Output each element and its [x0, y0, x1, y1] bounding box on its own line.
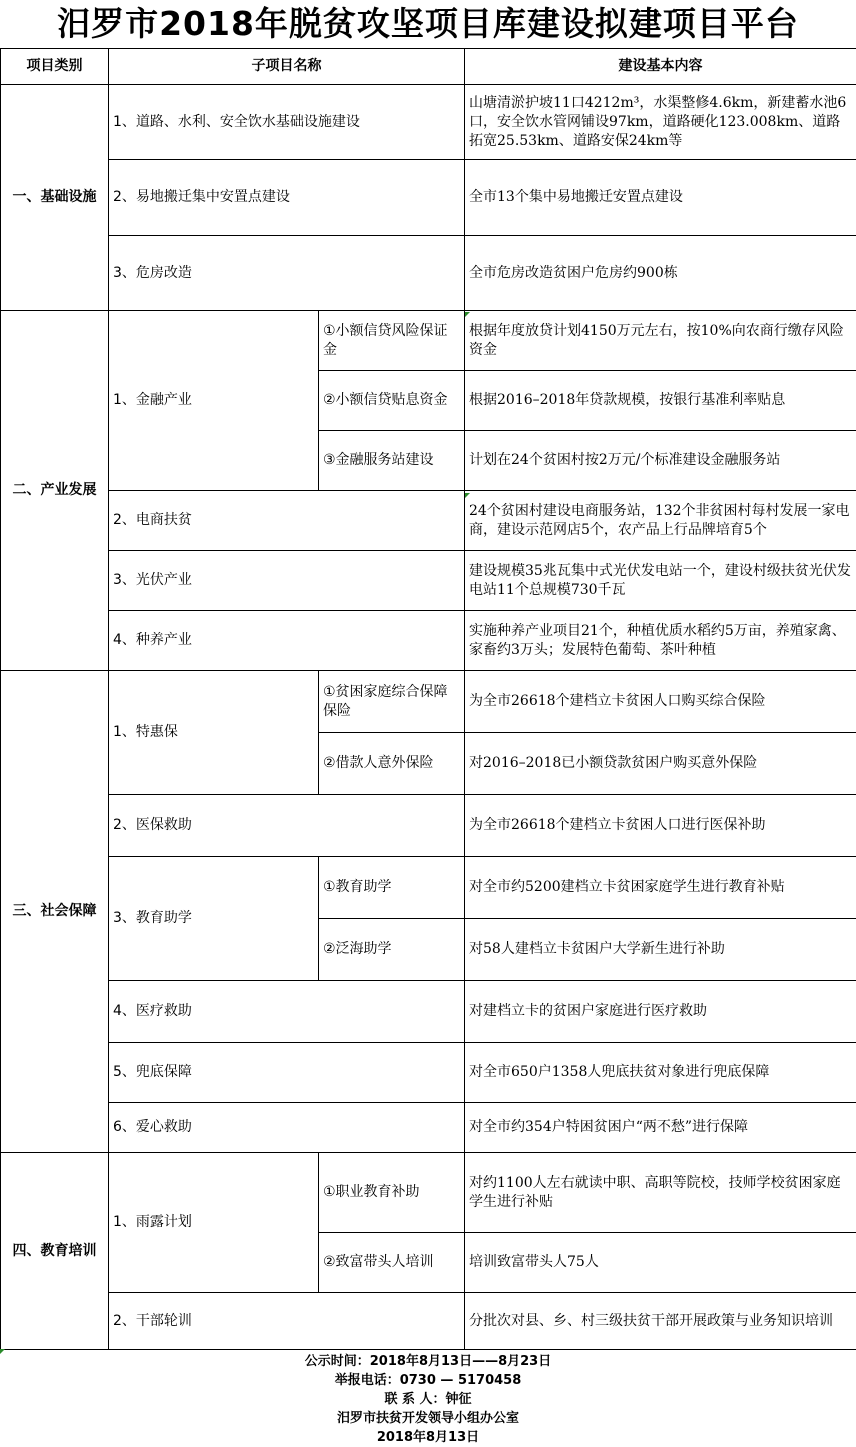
table-row	[1, 795, 856, 857]
project-name: 3、危房改造	[109, 236, 465, 311]
sub-project-name: ②泛海助学	[319, 919, 465, 981]
project-name: 2、干部轮训	[109, 1293, 465, 1350]
category-industry: 二、产业发展	[1, 311, 109, 671]
table-row	[1, 1043, 856, 1103]
project-content: 对全市约5200建档立卡贫困家庭学生进行教育补贴	[465, 857, 856, 919]
project-name: 1、道路、水利、安全饮水基础设施建设	[109, 85, 465, 160]
sub-project-name: ①职业教育补助	[319, 1153, 465, 1233]
header-content: 建设基本内容	[465, 49, 856, 85]
table-row	[1, 236, 856, 311]
project-name: 3、光伏产业	[109, 551, 465, 611]
project-content: 培训致富带头人75人	[465, 1233, 856, 1293]
publicity-period: 公示时间：2018年8月13日——8月23日	[304, 1354, 552, 1369]
header-category: 项目类别	[1, 49, 109, 85]
project-name: 4、医疗救助	[109, 981, 465, 1043]
table-row	[1, 671, 856, 733]
project-name: 1、雨露计划	[109, 1153, 319, 1293]
footer	[0, 1352, 856, 1447]
project-content: 对全市约354户特困贫困户“两不愁”进行保障	[465, 1103, 856, 1153]
project-content: 对2016–2018已小额贷款贫困户购买意外保险	[465, 733, 856, 795]
project-name: 6、爱心救助	[109, 1103, 465, 1153]
category-education: 四、教育培训	[1, 1153, 109, 1350]
sub-project-name: ②小额信贷贴息资金	[319, 371, 465, 431]
report-hotline: 举报电话：0730 — 5170458	[334, 1373, 522, 1388]
project-content: 分批次对县、乡、村三级扶贫干部开展政策与业务知识培训	[465, 1293, 856, 1350]
project-content: 全市13个集中易地搬迁安置点建设	[465, 160, 856, 236]
table-header-row	[1, 49, 856, 85]
project-content: 为全市26618个建档立卡贫困人口购买综合保险	[465, 671, 856, 733]
contact-person: 联 系 人：钟征	[384, 1392, 472, 1407]
project-content: 对约1100人左右就读中职、高职等院校，技师学校贫困家庭学生进行补贴	[465, 1153, 856, 1233]
project-content: 对建档立卡的贫困户家庭进行医疗救助	[465, 981, 856, 1043]
project-content: 全市危房改造贫困户危房约900栋	[465, 236, 856, 311]
project-content: 24个贫困村建设电商服务站，132个非贫困村每村发展一家电商，建设示范网店5个，农产品上行品牌培育5个	[465, 491, 856, 551]
sub-project-name: ②致富带头人培训	[319, 1233, 465, 1293]
project-name: 3、教育助学	[109, 857, 319, 981]
project-content: 实施种养产业项目21个，种植优质水稻约5万亩，养殖家禽、家畜约3万头；发展特色葡萄、茶叶种植	[465, 611, 856, 671]
project-content: 对全市650户1358人兜底扶贫对象进行兜底保障	[465, 1043, 856, 1103]
project-name: 1、金融产业	[109, 311, 319, 491]
project-content: 对58人建档立卡贫困户大学新生进行补助	[465, 919, 856, 981]
table-row	[1, 981, 856, 1043]
table-row	[1, 1153, 856, 1233]
project-name: 2、医保救助	[109, 795, 465, 857]
cell-corner-mark	[465, 493, 470, 498]
sub-project-name: ①小额信贷风险保证金	[319, 311, 465, 371]
category-social-security: 三、社会保障	[1, 671, 109, 1153]
header-sub-project: 子项目名称	[109, 49, 465, 85]
issue-date: 2018年8月13日	[376, 1430, 480, 1445]
issuing-office: 汨罗市扶贫开发领导小组办公室	[336, 1411, 519, 1426]
project-name: 5、兜底保障	[109, 1043, 465, 1103]
project-content: 根据2016–2018年贷款规模，按银行基准利率贴息	[465, 371, 856, 431]
project-content: 建设规模35兆瓦集中式光伏发电站一个，建设村级扶贫光伏发电站11个总规模730千瓦	[465, 551, 856, 611]
table-row	[1, 551, 856, 611]
project-content: 山塘清淤护坡11口4212m³，水渠整修4.6km，新建蓄水池6口，安全饮水管网铺设97km，道路硬化123.008km、道路拓宽25.53km、道路安保24km等	[465, 85, 856, 160]
sub-project-name: ②借款人意外保险	[319, 733, 465, 795]
table-row	[1, 1293, 856, 1350]
table-row	[1, 857, 856, 919]
project-table	[0, 48, 856, 1350]
project-name: 1、特惠保	[109, 671, 319, 795]
project-content: 为全市26618个建档立卡贫困人口进行医保补助	[465, 795, 856, 857]
project-name: 2、电商扶贫	[109, 491, 465, 551]
category-infrastructure: 一、基础设施	[1, 85, 109, 311]
project-content: 根据年度放贷计划4150万元左右，按10%向农商行缴存风险资金	[465, 311, 856, 371]
project-name: 2、易地搬迁集中安置点建设	[109, 160, 465, 236]
sub-project-name: ①贫困家庭综合保障保险	[319, 671, 465, 733]
sub-project-name: ①教育助学	[319, 857, 465, 919]
project-content: 计划在24个贫困村按2万元/个标准建设金融服务站	[465, 431, 856, 491]
page-title: 汨罗市2018年脱贫攻坚项目库建设拟建项目平台	[57, 4, 799, 43]
table-row	[1, 160, 856, 236]
table-row	[1, 311, 856, 371]
project-name: 4、种养产业	[109, 611, 465, 671]
table-row	[1, 1103, 856, 1153]
table-row	[1, 491, 856, 551]
table-row	[1, 611, 856, 671]
sub-project-name: ③金融服务站建设	[319, 431, 465, 491]
table-row	[1, 85, 856, 160]
cell-corner-mark	[465, 312, 470, 317]
